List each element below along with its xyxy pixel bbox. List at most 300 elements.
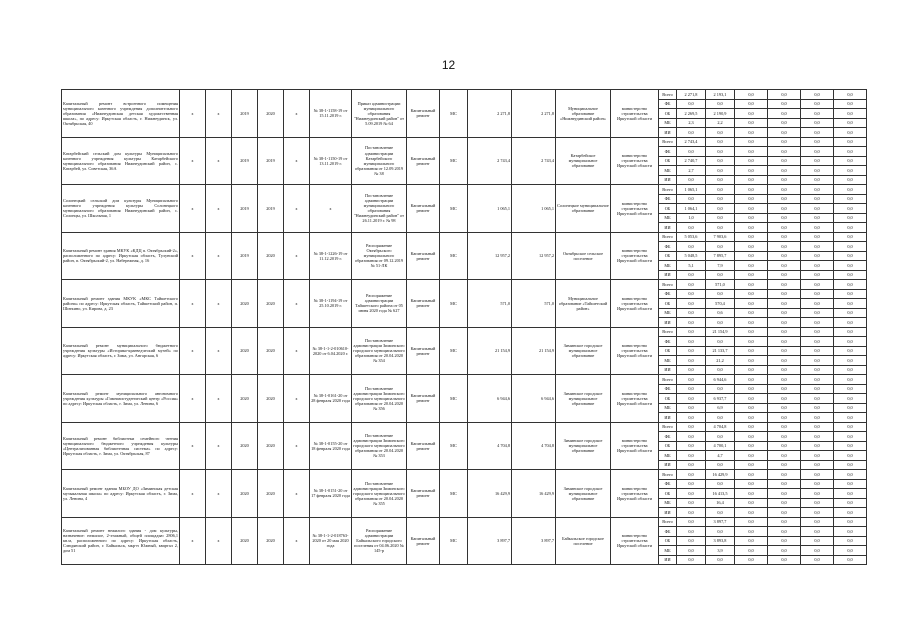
marker-cell: х [284,280,310,328]
funding-value-cell: 0,0 [801,536,834,546]
owner-cell: Байкальское городское поселение [556,517,611,565]
funding-value-cell: 0,0 [768,270,801,280]
funding-value-cell: 0,0 [735,128,768,138]
funding-value-cell: 0,0 [834,365,867,375]
funding-value-cell: 0,0 [768,498,801,508]
ministry-cell: министерство строительства Иркутской области [611,327,659,375]
funding-value-cell: 0,0 [735,223,768,233]
end-year-cell: 2019 [258,137,284,185]
funding-value-cell: 0,0 [801,308,834,318]
table-row [62,375,867,385]
funding-value-cell: 0,0 [706,194,735,204]
funding-value-cell: 0,0 [768,413,801,423]
estimated-cost-cell: 4 704,8 [468,422,512,470]
marker-cell: х [284,185,310,233]
estimated-cost-cell: 1 065,1 [468,185,512,233]
funding-source-cell: ИИ [659,318,677,328]
work-kind-cell: Капитальный ремонт [407,517,440,565]
ministry-cell: министерство строительства Иркутской области [611,232,659,280]
funding-value-cell: 0,0 [801,128,834,138]
funding-value-cell: 0,0 [677,365,706,375]
funding-source-cell: ИИ [659,555,677,565]
funding-value-cell: 16 429,9 [706,470,735,480]
funding-value-cell: 0,0 [677,508,706,518]
marker-cell: х [284,517,310,565]
funding-value-cell: 0,0 [735,403,768,413]
remaining-cost-cell: 2 743,4 [512,137,556,185]
owner-cell: Солонецкое муниципальное образование [556,185,611,233]
funding-value-cell: 0,0 [768,489,801,499]
funding-source-cell: Всего [659,470,677,480]
expertise-conclusion-cell: № 38-1-1158-19 от 15.11.2019 г. [310,90,352,138]
funding-value-cell: 0,0 [801,166,834,176]
funding-value-cell: 0,0 [768,318,801,328]
marker-cell: х [284,327,310,375]
funding-source-cell: ОБ [659,536,677,546]
marker-cell: х [180,375,206,423]
funding-value-cell: 0,0 [801,137,834,147]
marker-cell: х [180,90,206,138]
owner-cell: Зиминское городское муниципальное образование [556,327,611,375]
funding-value-cell: 0,0 [735,185,768,195]
funding-value-cell: 0,0 [768,403,801,413]
marker-cell: х [284,375,310,423]
funding-value-cell: 0,0 [768,394,801,404]
funding-source-cell: Всего [659,232,677,242]
funding-value-cell: 0,0 [801,375,834,385]
funding-value-cell: 0,0 [706,213,735,223]
funding-value-cell: 571,0 [706,280,735,290]
funding-value-cell: 0,0 [735,479,768,489]
funding-value-cell: 0,0 [706,270,735,280]
funding-value-cell: 0,0 [768,128,801,138]
funding-value-cell: 0,0 [801,99,834,109]
funding-value-cell: 0,0 [735,451,768,461]
funding-value-cell: 0,0 [706,147,735,157]
funding-value-cell: 0,0 [834,270,867,280]
estimated-cost-cell: 16 429,9 [468,470,512,518]
funding-value-cell: 0,0 [677,356,706,366]
remaining-cost-cell: 571,0 [512,280,556,328]
funding-value-cell: 0,0 [768,508,801,518]
marker-cell: х [180,327,206,375]
source-cell: МС [440,90,468,138]
funding-value-cell: 0,0 [834,327,867,337]
funding-value-cell: 0,0 [768,223,801,233]
funding-value-cell: 0,0 [801,365,834,375]
funding-value-cell: 0,0 [768,185,801,195]
owner-cell: Муниципальное образование «Тайшетский район» [556,280,611,328]
funding-value-cell: 0,0 [801,318,834,328]
funding-source-cell: МБ [659,403,677,413]
funding-value-cell: 2,3 [677,118,706,128]
funding-source-cell: ОБ [659,346,677,356]
funding-value-cell: 0,0 [801,213,834,223]
funding-value-cell: 0,0 [768,242,801,252]
funding-value-cell: 0,0 [768,460,801,470]
funding-value-cell: 0,0 [834,99,867,109]
funding-source-cell: ИИ [659,365,677,375]
funding-value-cell: 0,0 [834,318,867,328]
marker-cell: х [180,185,206,233]
funding-value-cell: 0,0 [768,118,801,128]
funding-value-cell: 2,7 [677,166,706,176]
funding-value-cell: 0,0 [768,137,801,147]
funding-source-cell: МБ [659,213,677,223]
funding-value-cell: 0,0 [801,555,834,565]
funding-value-cell: 7 903,6 [706,232,735,242]
funding-value-cell: 0,0 [768,384,801,394]
funding-value-cell: 0,0 [801,470,834,480]
funding-value-cell: 0,0 [677,413,706,423]
object-name-cell: Капитальный ремонт встроенного помещения муниципального казенного учреждения дополнительного образования «Нижнеудинская детская художественная школа», по адресу: Иркутская область, г. Нижнеудинск, ул. Октябрьская, 40 [62,90,180,138]
table-row [62,185,867,195]
legal-act-cell: Постановление администрации Зиминского городского муниципального образования от 20.04.2020 № 354 [352,327,407,375]
object-name-cell: Солонецкий сельский дом культуры Муниципального казенного учреждения культуры Солонецкого муниципального образования Нижнеудинский район, с. Солонцы, ул. Школьная, 1 [62,185,180,233]
funding-value-cell: 0,0 [801,280,834,290]
funding-value-cell: 0,0 [834,280,867,290]
source-cell: МС [440,137,468,185]
funding-value-cell: 0,0 [768,99,801,109]
start-year-cell: 2020 [232,517,258,565]
funding-source-cell: Всего [659,280,677,290]
expertise-conclusion-cell: № 38-1-1150-19 от 13.11.2019 г. [310,137,352,185]
funding-value-cell: 0,0 [735,460,768,470]
funding-value-cell: 0,0 [834,109,867,119]
funding-source-cell: ОБ [659,441,677,451]
funding-value-cell: 0,0 [768,289,801,299]
funding-source-cell: ОБ [659,251,677,261]
funding-value-cell: 0,0 [768,147,801,157]
source-cell: МС [440,185,468,233]
funding-value-cell: 2 193,1 [706,90,735,100]
start-year-cell: 2020 [232,280,258,328]
funding-value-cell: 0,0 [735,308,768,318]
work-kind-cell: Капитальный ремонт [407,375,440,423]
funding-value-cell: 0,0 [801,175,834,185]
funding-value-cell: 0,0 [834,232,867,242]
ministry-cell: министерство строительства Иркутской области [611,470,659,518]
funding-value-cell: 0,0 [706,185,735,195]
funding-value-cell: 0,0 [677,546,706,556]
estimated-cost-cell: 2 743,4 [468,137,512,185]
funding-value-cell: 0,0 [834,470,867,480]
funding-value-cell: 0,0 [706,128,735,138]
funding-value-cell: 5,1 [677,261,706,271]
funding-value-cell: 0,0 [834,517,867,527]
funding-source-cell: МБ [659,451,677,461]
funding-value-cell: 0,0 [834,147,867,157]
funding-value-cell: 1 065,1 [677,185,706,195]
funding-value-cell: 3 893,8 [706,536,735,546]
funding-value-cell: 6 944,6 [706,375,735,385]
funding-value-cell: 0,0 [677,375,706,385]
funding-value-cell: 0,0 [677,242,706,252]
funding-source-cell: Всего [659,422,677,432]
marker-cell: х [180,137,206,185]
estimated-cost-cell: 12 957,2 [468,232,512,280]
work-kind-cell: Капитальный ремонт [407,90,440,138]
funding-value-cell: 0,0 [834,546,867,556]
funding-value-cell: 0,0 [834,508,867,518]
funding-value-cell: 2 190,9 [706,109,735,119]
funding-value-cell: 0,0 [801,147,834,157]
funding-source-cell: Всего [659,90,677,100]
table-row [62,280,867,290]
object-name-cell: Капитальный ремонт нежилого здания - дом культуры, назначение: нежилое, 2-этажный, общей площадью 2806,1 кв.м, расположенного по адресу: Иркутская область, Слюдянский район, г. Байкальск, мкр-н Южный, квартал 2, дом 51 [62,517,180,565]
funding-value-cell: 5 053,6 [677,232,706,242]
end-year-cell: 2019 [258,185,284,233]
funding-value-cell: 0,0 [801,327,834,337]
funding-value-cell: 0,0 [677,337,706,347]
funding-value-cell: 0,0 [834,527,867,537]
funding-value-cell: 1 064,1 [677,204,706,214]
marker-cell: х [180,517,206,565]
funding-value-cell: 0,0 [677,403,706,413]
ministry-cell: министерство строительства Иркутской области [611,137,659,185]
marker-cell: х [180,470,206,518]
expertise-conclusion-cell: х [310,185,352,233]
estimated-cost-cell: 3 897,7 [468,517,512,565]
funding-value-cell: 0,0 [735,508,768,518]
marker-cell: х [180,280,206,328]
funding-value-cell: 0,0 [735,422,768,432]
source-cell: МС [440,327,468,375]
funding-value-cell: 0,0 [801,270,834,280]
funding-value-cell: 0,0 [834,460,867,470]
funding-value-cell: 2 269,5 [677,109,706,119]
funding-value-cell: 1,0 [677,213,706,223]
table-row [62,90,867,100]
funding-source-cell: МБ [659,498,677,508]
funding-value-cell: 0,0 [735,242,768,252]
funding-value-cell: 0,0 [677,460,706,470]
funding-value-cell: 0,0 [834,251,867,261]
funding-source-cell: ИИ [659,223,677,233]
funding-source-cell: Всего [659,327,677,337]
funding-value-cell: 0,0 [677,147,706,157]
marker-cell: х [284,422,310,470]
funding-value-cell: 0,0 [834,185,867,195]
funding-value-cell: 0,0 [801,90,834,100]
funding-value-cell: 0,0 [677,128,706,138]
funding-value-cell: 0,0 [735,99,768,109]
funding-value-cell: 0,0 [801,527,834,537]
object-name-cell: Капитальный ремонт муниципального автономного учреждения культуры «Гимназистуденческий центр «Россия» по адресу: Иркутская область, г. Зима, ул. Ленина, 6 [62,375,180,423]
marker-cell: х [206,90,232,138]
funding-value-cell: 0,0 [706,223,735,233]
funding-value-cell: 0,0 [834,194,867,204]
funding-value-cell: 0,0 [768,204,801,214]
funding-value-cell: 0,0 [834,213,867,223]
source-cell: МС [440,280,468,328]
end-year-cell: 2020 [258,422,284,470]
marker-cell: х [180,232,206,280]
remaining-cost-cell: 4 704,8 [512,422,556,470]
funding-value-cell: 0,0 [834,356,867,366]
funding-value-cell: 0,0 [735,204,768,214]
funding-value-cell: 0,0 [834,337,867,347]
funding-value-cell: 0,0 [768,536,801,546]
work-kind-cell: Капитальный ремонт [407,327,440,375]
funding-value-cell: 0,0 [834,394,867,404]
marker-cell: х [206,470,232,518]
funding-value-cell: 0,0 [801,232,834,242]
funding-value-cell: 0,0 [801,546,834,556]
legal-act-cell: Постановление администрации Катарбейского муниципального образования от 12.09.2019 № 38 [352,137,407,185]
funding-value-cell: 6,9 [706,403,735,413]
funding-value-cell: 0,0 [735,356,768,366]
owner-cell: Катарбейское муниципальное образование [556,137,611,185]
funding-value-cell: 0,0 [834,128,867,138]
funding-value-cell: 0,0 [735,175,768,185]
funding-value-cell: 0,0 [735,156,768,166]
funding-source-cell: ОБ [659,299,677,309]
funding-value-cell: 570,4 [706,299,735,309]
funding-value-cell: 0,0 [677,470,706,480]
funding-source-cell: МБ [659,166,677,176]
funding-value-cell: 0,0 [801,356,834,366]
funding-value-cell: 0,0 [801,394,834,404]
funding-value-cell: 0,0 [768,346,801,356]
table-row [62,470,867,480]
object-name-cell: Катарбейский сельский дом культуры Муниципального казенного учреждения культуры Катарбейского муниципального образования Нижнеудинский район, с. Катарбей, ул. Советская, 36А [62,137,180,185]
ministry-cell: министерство строительства Иркутской области [611,375,659,423]
funding-value-cell: 0,0 [677,527,706,537]
funding-value-cell: 2 740,7 [677,156,706,166]
funding-value-cell: 0,0 [834,441,867,451]
object-name-cell: Капитальный ремонт муниципального бюджетного учреждения культуры «Историко-краеведческий музей» по адресу: Иркутская область, г. Зима, ул. Ангарская, 6 [62,327,180,375]
funding-value-cell: 0,0 [768,451,801,461]
expertise-conclusion-cell: № 38-1-0161-20 от 28 февраля 2020 года [310,375,352,423]
expertise-conclusion-cell: № 38-1-1194-19 от 25.10.2019 г. [310,280,352,328]
expertise-conclusion-cell: № 38-1-0151-20 от 17 февраля 2020 года [310,470,352,518]
funding-value-cell: 0,0 [735,536,768,546]
end-year-cell: 2020 [258,232,284,280]
funding-source-cell: МБ [659,308,677,318]
work-kind-cell: Капитальный ремонт [407,280,440,328]
legal-act-cell: Постановление администрации Зиминского городского муниципального образования от 20.04.2020 № 356 [352,375,407,423]
start-year-cell: 2019 [232,137,258,185]
funding-source-cell: ОБ [659,489,677,499]
funding-value-cell: 0,0 [706,460,735,470]
funding-value-cell: 0,0 [735,194,768,204]
funding-value-cell: 0,0 [801,413,834,423]
funding-source-cell: ОБ [659,156,677,166]
estimated-cost-cell: 571,0 [468,280,512,328]
funding-value-cell: 0,0 [834,223,867,233]
remaining-cost-cell: 21 154,9 [512,327,556,375]
funding-value-cell: 0,0 [834,403,867,413]
owner-cell: Зиминское городское муниципальное образование [556,470,611,518]
funding-source-cell: ФБ [659,147,677,157]
funding-value-cell: 0,0 [677,384,706,394]
funding-source-cell: МБ [659,118,677,128]
table-row [62,517,867,527]
estimated-cost-cell: 21 154,9 [468,327,512,375]
work-kind-cell: Капитальный ремонт [407,470,440,518]
funding-value-cell: 0,0 [677,422,706,432]
funding-value-cell: 0,0 [735,166,768,176]
funding-value-cell: 0,0 [735,470,768,480]
funding-value-cell: 0,0 [834,175,867,185]
funding-value-cell: 0,0 [706,99,735,109]
marker-cell: х [180,422,206,470]
funding-value-cell: 0,0 [735,432,768,442]
end-year-cell: 2020 [258,470,284,518]
end-year-cell: 2020 [258,280,284,328]
funding-value-cell: 0,0 [768,232,801,242]
funding-value-cell: 0,0 [677,327,706,337]
funding-value-cell: 0,0 [735,517,768,527]
funding-value-cell: 0,0 [768,156,801,166]
funding-value-cell: 0,0 [735,327,768,337]
funding-value-cell: 0,0 [706,175,735,185]
funding-value-cell: 2,2 [706,118,735,128]
remaining-cost-cell: 16 429,9 [512,470,556,518]
funding-value-cell: 0,0 [801,185,834,195]
legal-act-cell: Распоряжение администрации Байкальского городского поселения от 04.06.2020 № 145-р [352,517,407,565]
funding-value-cell: 0,0 [677,175,706,185]
owner-cell: Зиминское городское муниципальное образование [556,422,611,470]
marker-cell: х [206,280,232,328]
funding-source-cell: ФБ [659,384,677,394]
funding-value-cell: 0,0 [677,280,706,290]
funding-value-cell: 0,0 [706,527,735,537]
end-year-cell: 2020 [258,327,284,375]
funding-value-cell: 0,0 [801,194,834,204]
marker-cell: х [206,232,232,280]
expertise-conclusion-cell: № 38-1-1-2-010610-2020 от 6.04.2020 г. [310,327,352,375]
source-cell: МС [440,470,468,518]
funding-value-cell: 0,0 [834,498,867,508]
funding-value-cell: 0,0 [801,109,834,119]
funding-value-cell: 0,0 [735,413,768,423]
funding-value-cell: 0,0 [706,242,735,252]
funding-value-cell: 0,0 [801,479,834,489]
funding-value-cell: 4 704,8 [706,422,735,432]
end-year-cell: 2020 [258,375,284,423]
funding-value-cell: 0,0 [801,299,834,309]
funding-value-cell: 0,0 [735,318,768,328]
funding-value-cell: 0,0 [706,508,735,518]
funding-value-cell: 0,0 [735,137,768,147]
funding-value-cell: 0,0 [834,536,867,546]
funding-value-cell: 0,0 [768,365,801,375]
funding-value-cell: 0,0 [801,441,834,451]
funding-source-cell: МБ [659,356,677,366]
funding-source-cell: ОБ [659,109,677,119]
funding-value-cell: 0,0 [677,289,706,299]
investment-register-table [61,89,867,565]
funding-value-cell: 21 154,9 [706,327,735,337]
funding-value-cell: 0,0 [677,441,706,451]
funding-value-cell: 0,0 [768,470,801,480]
funding-value-cell: 3 897,7 [706,517,735,527]
table-row [62,327,867,337]
funding-value-cell: 0,0 [677,223,706,233]
funding-source-cell: МБ [659,261,677,271]
funding-value-cell: 0,0 [834,479,867,489]
funding-source-cell: ИИ [659,413,677,423]
legal-act-cell: Распоряжение администрации Тайшетского района от 05 июня 2020 года № 627 [352,280,407,328]
funding-source-cell: ФБ [659,242,677,252]
marker-cell: х [206,137,232,185]
funding-value-cell: 0,0 [735,109,768,119]
funding-source-cell: ОБ [659,394,677,404]
funding-value-cell: 16,4 [706,498,735,508]
funding-value-cell: 0,0 [834,384,867,394]
